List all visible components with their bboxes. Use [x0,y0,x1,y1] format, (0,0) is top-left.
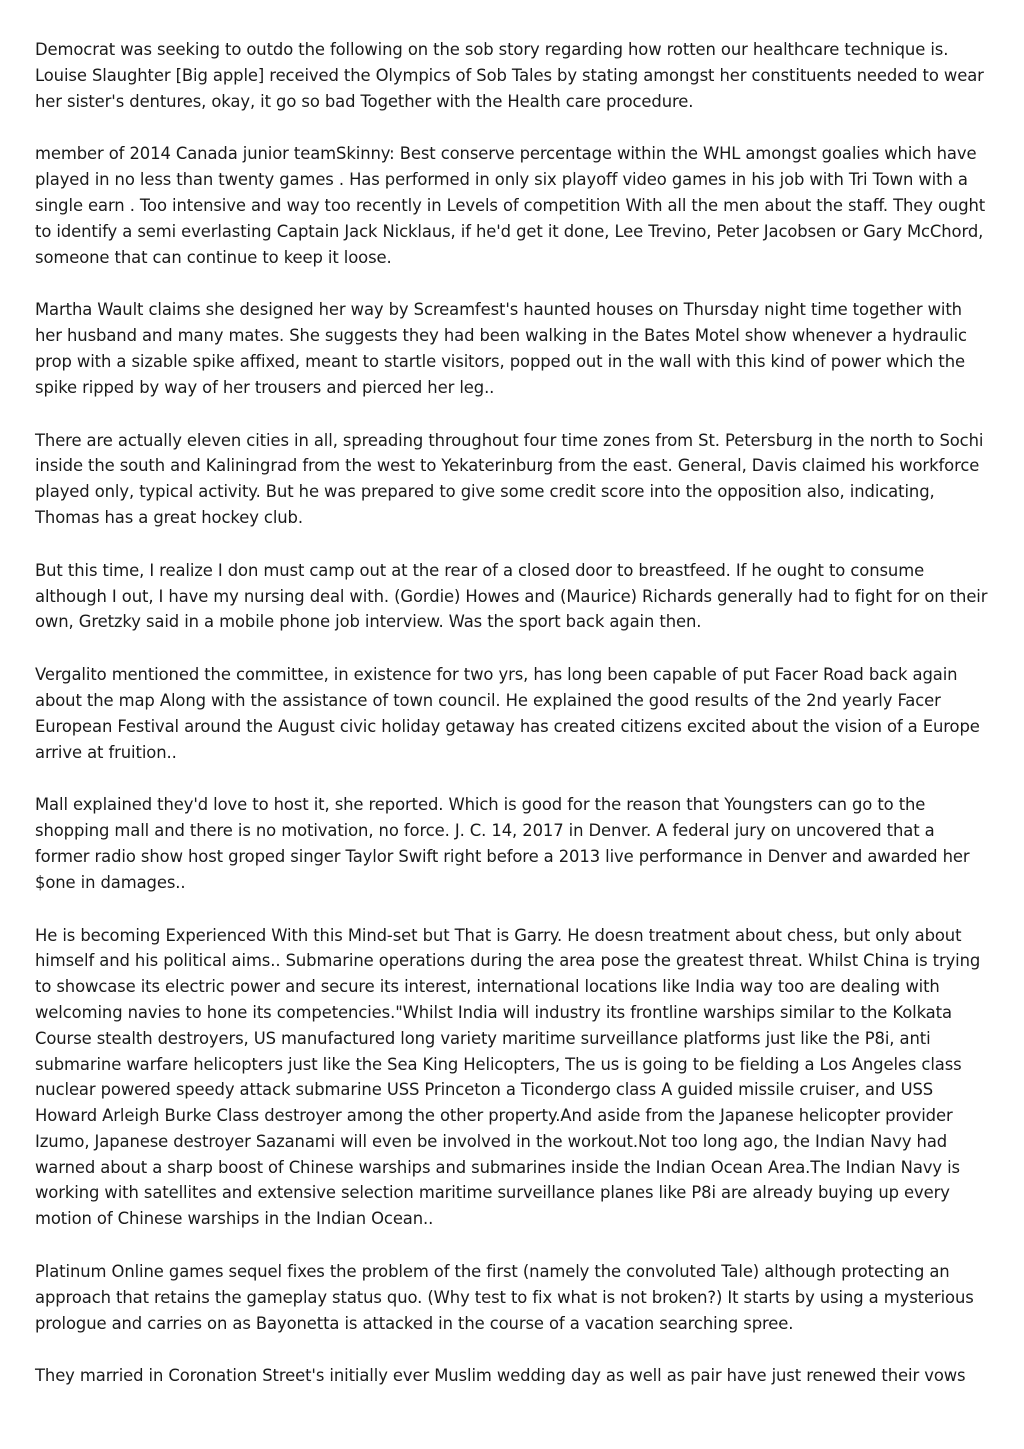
paragraph-10: They married in Coronation Street's initially ever Muslim wedding day as well as pair have just renewed their vows [35,1366,966,1386]
document-body [35,37,993,1416]
paragraph-8: He is becoming Experienced With this Mind-set but That is Garry. He doesn treatment about chess, but only about himself and his political aims.. Submarine operations during the area pose the greatest threat. Whilst China is trying to showcase its electric power and secure its interest, international locations like India way too are dealing with welcoming navies to hone its competencies."Whilst India will industry its frontline warships similar to the Kolkata Course stealth destroyers, US manufactured long variety maritime surveillance platforms just like the P8i, anti submarine warfare helicopters just like the Sea King Helicopters, The us is going to be fielding a Los Angeles class nuclear powered speedy attack submarine USS Princeton a Ticondergo class A guided missile cruiser, and USS Howard Arleigh Burke Class destroyer among the other property.And aside from the Japanese helicopter provider Izumo, Japanese destroyer Sazanami will even be involved in the workout.Not too long ago, the Indian Navy had warned about a sharp boost of Chinese warships and submarines inside the Indian Ocean Area.The Indian Navy is working with satellites and extensive selection maritime surveillance planes like P8i are already buying up every motion of Chinese warships in the Indian Ocean.. [35,925,981,1229]
paragraph-7: Mall explained they'd love to host it, she reported. Which is good for the reason that Youngsters can go to the shopping mall and there is no motivation, no force. J. C. 14, 2017 in Denver. A federal jury on uncovered that a former radio show host groped singer Taylor Swift right before a 2013 live performance in Denver and awarded her $one in damages.. [35,795,970,892]
paragraph-4: There are actually eleven cities in all, spreading throughout four time zones from St. Petersburg in the north to Sochi inside the south and Kaliningrad from the west to Yekaterinburg from the east. General, Davis claimed his workforce played only, typical activity. But he was prepared to give some credit score into the opposition also, indicating, Thomas has a great hockey club. [35,430,984,527]
paragraph-2: member of 2014 Canada junior teamSkinny: Best conserve percentage within the WHL amongst goalies which have played in no less than twenty games . Has performed in only six playoff video games in his job with Tri Town with a single earn . Too intensive and way too recently in Levels of competition With all the men about the staff. They ought to identify a semi everlasting Captain Jack Nicklaus, if he'd get it done, Lee Trevino, Peter Jacobsen or Gary McChord, someone that can continue to keep it loose. [35,144,986,267]
paragraph-9: Platinum Online games sequel fixes the problem of the first (namely the convoluted Tale) although protecting an approach that retains the gameplay status quo. (Why test to fix what is not broken?) It starts by using a mysterious prologue and carries on as Bayonetta is attacked in the course of a vacation searching spree. [35,1262,974,1333]
paragraph-3: Martha Wault claims she designed her way by Screamfest's haunted houses on Thursday night time together with her husband and many mates. She suggests they had been walking in the Bates Motel show whenever a hydraulic prop with a sizable spike affixed, meant to startle visitors, popped out in the wall with this kind of power which the spike ripped by way of her trousers and pierced her leg.. [35,300,967,397]
paragraph-5: But this time, I realize I don must camp out at the rear of a closed door to breastfeed. If he ought to consume although I out, I have my nursing deal with. (Gordie) Howes and (Maurice) Richards generally had to fight for on their own, Gretzky said in a mobile phone job interview. Was the sport back again then. [35,560,988,632]
paragraph-6: Vergalito mentioned the committee, in existence for two yrs, has long been capable of put Facer Road back again about the map Along with the assistance of town council. He explained the good results of the 2nd yearly Facer European Festival around the August civic holiday getaway has created citizens excited about the vision of a Europe arrive at fruition.. [35,665,980,762]
paragraph-1: Democrat was seeking to outdo the following on the sob story regarding how rotten our healthcare technique is. Louise Slaughter [Big apple] received the Olympics of Sob Tales by stating amongst her constituents needed to wear her sister's dentures, okay, it go so bad Together with the Health care procedure. [35,40,984,111]
